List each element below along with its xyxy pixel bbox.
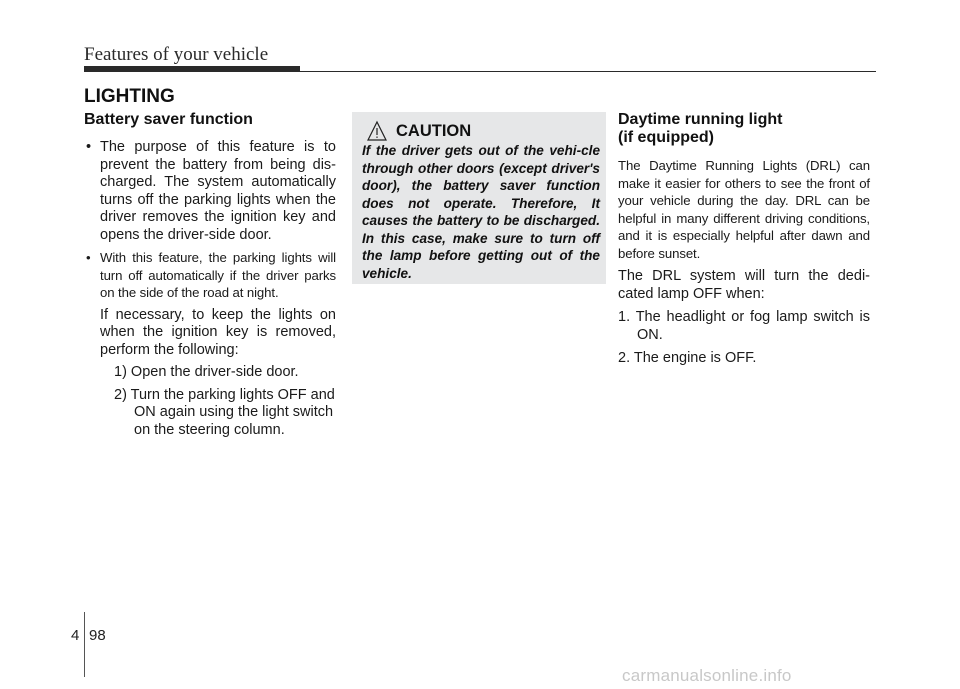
drl-paragraph-2: The DRL system will turn the dedi-cated lamp OFF when:	[618, 268, 870, 302]
warning-triangle-icon	[366, 120, 388, 142]
drl-item-1: 1. The headlight or fog lamp switch is ON.	[618, 309, 870, 343]
chapter-number: 4	[71, 627, 80, 644]
caution-label: CAUTION	[396, 121, 472, 140]
drl-heading-line-1: Daytime running light	[618, 111, 783, 128]
battery-saver-bullet-2: • With this feature, the parking lights will turn off automatically if the driver parks on the side of the road at night.	[84, 249, 336, 302]
caution-header	[366, 120, 471, 142]
section-title: LIGHTING	[84, 86, 175, 107]
drl-heading	[618, 111, 870, 147]
caution-box	[352, 112, 606, 284]
battery-saver-column	[84, 111, 336, 444]
battery-saver-bullet-1: • The purpose of this feature is to prevent the battery from being dis-charged. The system automatically turns off the parking lights when the driver removes the ignition key and opens the driver-side door.	[84, 139, 336, 244]
drl-item-2: 2. The engine is OFF.	[618, 350, 757, 366]
drl-column	[618, 111, 870, 374]
drl-heading-line-2: (if equipped)	[618, 129, 714, 146]
footer-divider	[84, 612, 85, 677]
battery-saver-step-2: 2) Turn the parking lights OFF and ON again using the light switch on the steering column.	[114, 386, 335, 438]
drl-paragraph-1: The Daytime Running Lights (DRL) can make it easier for others to see the front of your vehicle during the day. DRL can be helpful in many different driving conditions, and it is especially helpful after dawn and before sunset.	[618, 158, 870, 261]
battery-saver-step-1: 1) Open the driver-side door.	[114, 364, 299, 380]
caution-text: If the driver gets out of the vehi-cle through other doors (except driver's door), the battery saver function does not operate. Therefore, It causes the battery to be discharged. In this case, make sure to turn off the lamp before getting out of the vehicle.	[362, 143, 600, 281]
header-bar	[84, 66, 300, 72]
page-number: 98	[89, 627, 106, 644]
running-header: Features of your vehicle	[84, 44, 269, 65]
battery-saver-paragraph: If necessary, to keep the lights on when the ignition key is removed, perform the following:	[100, 306, 336, 358]
watermark: carmanualsonline.info	[622, 666, 792, 685]
header-rule	[300, 71, 876, 72]
battery-saver-heading: Battery saver function	[84, 111, 253, 128]
